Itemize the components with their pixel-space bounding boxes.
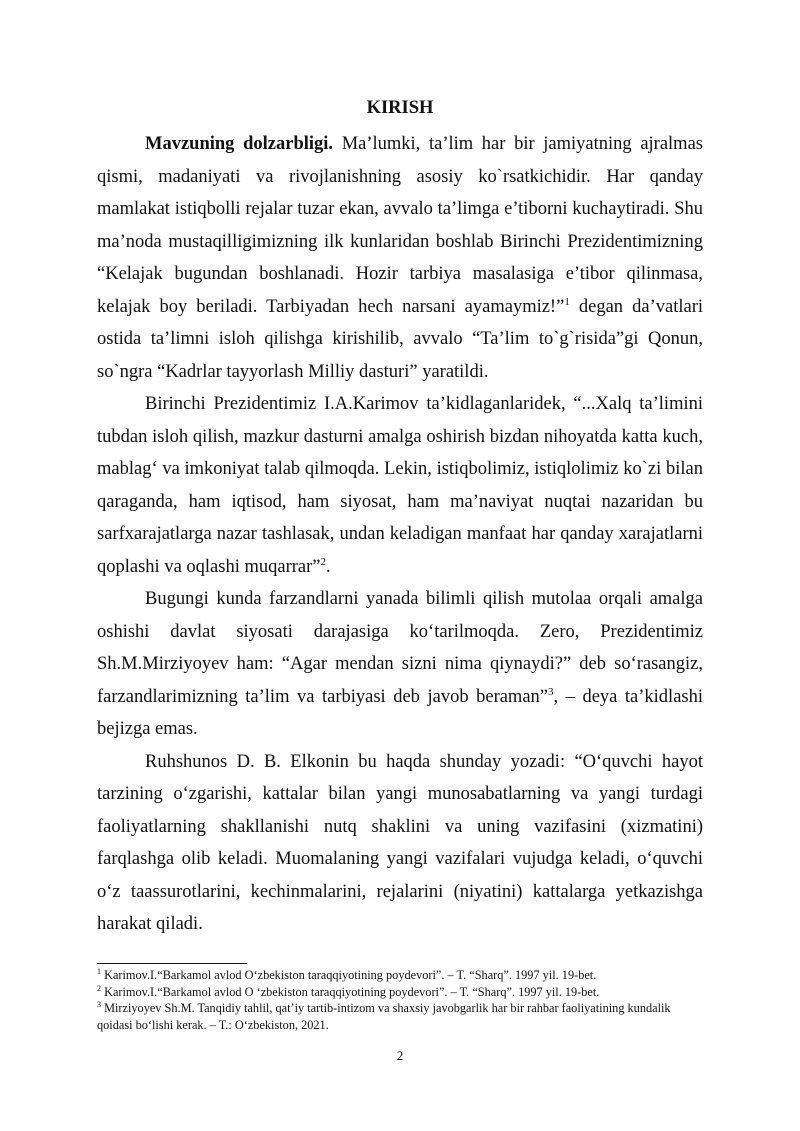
footnote-2 xyxy=(97,984,703,1001)
paragraph-1 xyxy=(97,128,703,388)
paragraph-3 xyxy=(97,583,703,746)
footnote-ref-2: 2 xyxy=(320,555,326,568)
section-lead: Mavzuning dolzarbligi. xyxy=(145,134,334,154)
page-number: 2 xyxy=(396,1048,404,1063)
paragraph-2 xyxy=(97,388,703,583)
paragraph-4 xyxy=(97,746,703,941)
footnote-number: 1 xyxy=(97,966,101,976)
paragraph-3-tail: , – deya ta’kidlashi bejizga emas. xyxy=(97,686,703,739)
footnote-number: 3 xyxy=(97,1000,101,1010)
footnote-text: Mirziyoyev Sh.M. Tanqidiy tahlil, qat’iy tartib-intizom va shaxsiy javobgarlik har bir rahbar faoliyatining kundalik qoidasi bo‘lishi kerak. – T.: O‘zbekiston, 2021. xyxy=(97,1001,671,1032)
footnote-number: 2 xyxy=(97,983,101,993)
paragraph-1-text: Ma’lumki, ta’lim har bir jamiyatning ajralmas qismi, madaniyati va rivojlanishning asosiy ko`rsatkichidir. Har qanday mamlakat istiqbolli rejalar tuzar ekan, avvalo ta’limga e’tiborni kuchaytiradi. Shu ma’noda mustaqilligimizning ilk kunlaridan boshlab Birinchi Prezidentimizning “Kelajak bugundan boshlanadi. Hozir tarbiya masalasiga e’tibor qilinmasa, kelajak boy beriladi. Tarbiyadan hech narsani ayamaymiz!” xyxy=(97,134,703,317)
main-text xyxy=(97,92,703,941)
page-title: KIRISH xyxy=(366,98,434,118)
footnote-1 xyxy=(97,967,703,984)
footnote-3 xyxy=(97,1000,703,1033)
paragraph-2-tail: . xyxy=(325,556,331,577)
footnote-ref-3: 3 xyxy=(548,685,554,698)
paragraph-1-tail: degan da’vatlari ostida ta’limni isloh qilishga kirishilib, avvalo “Ta’lim to`g`risida”gi Qonun, so`ngra “Kadrlar tayyorlash Milliy dasturi” yaratildi. xyxy=(97,296,703,382)
footnotes xyxy=(97,967,703,1033)
paragraph-4-text: Ruhshunos D. B. Elkonin bu haqda shunday yozadi: “O‘quvchi hayot tarzining o‘zgarishi, kattalar bilan yangi munosabatlarning va yangi turdagi faoliyatlarning shakllanishi nutq shaklini va uning vazifasini (xizmatini) farqlashga olib keladi. Muomalaning yangi vazifalari vujudga keladi, o‘quvchi o‘z taassurotlarini, kechinmalarini, rejalarini (niyatini) kattalarga yetkazishga harakat qiladi. xyxy=(97,751,703,934)
footnote-divider xyxy=(97,963,247,964)
paragraph-2-text: Birinchi Prezidentimiz I.A.Karimov ta’kidlaganlaridek, “...Xalq ta’limini tubdan isloh qilish, mazkur dasturni amalga oshirish bizdan nihoyatda katta kuch, mablag‘ va imkoniyat talab qilmoqda. Lekin, istiqbolimiz, istiqlolimiz ko`zi bilan qaraganda, ham iqtisod, ham siyosat, ham ma’naviyat nuqtai nazaridan bu sarfxarajatlarga nazar tashlasak, undan keladigan manfaat har qanday xarajatlarni qoplashi va oqlashi muqarrar” xyxy=(97,394,703,577)
footnote-text: Karimov.I.“Barkamol avlod O‘zbekiston taraqqiyotining poydevori”. – T. “Sharq”. 1997 yil. 19-bet. xyxy=(101,968,597,982)
paragraph-3-text: Bugungi kunda farzandlarni yanada bilimli qilish mutolaa orqali amalga oshishi davlat siyosati darajasiga ko‘tarilmoqda. Zero, Prezidentimiz Sh.M.Mirziyoyev ham: “Agar mendan sizni nima qiynaydi?” deb so‘rasangiz, farzandlarimizning ta’lim va tarbiyasi deb javob beraman” xyxy=(97,589,703,707)
footnote-ref-1: 1 xyxy=(564,295,570,308)
footnote-text: Karimov.I.“Barkamol avlod O ‘zbekiston taraqqiyotining poydevori”. – T. “Sharq”. 1997 yil. 19-bet. xyxy=(101,984,600,999)
